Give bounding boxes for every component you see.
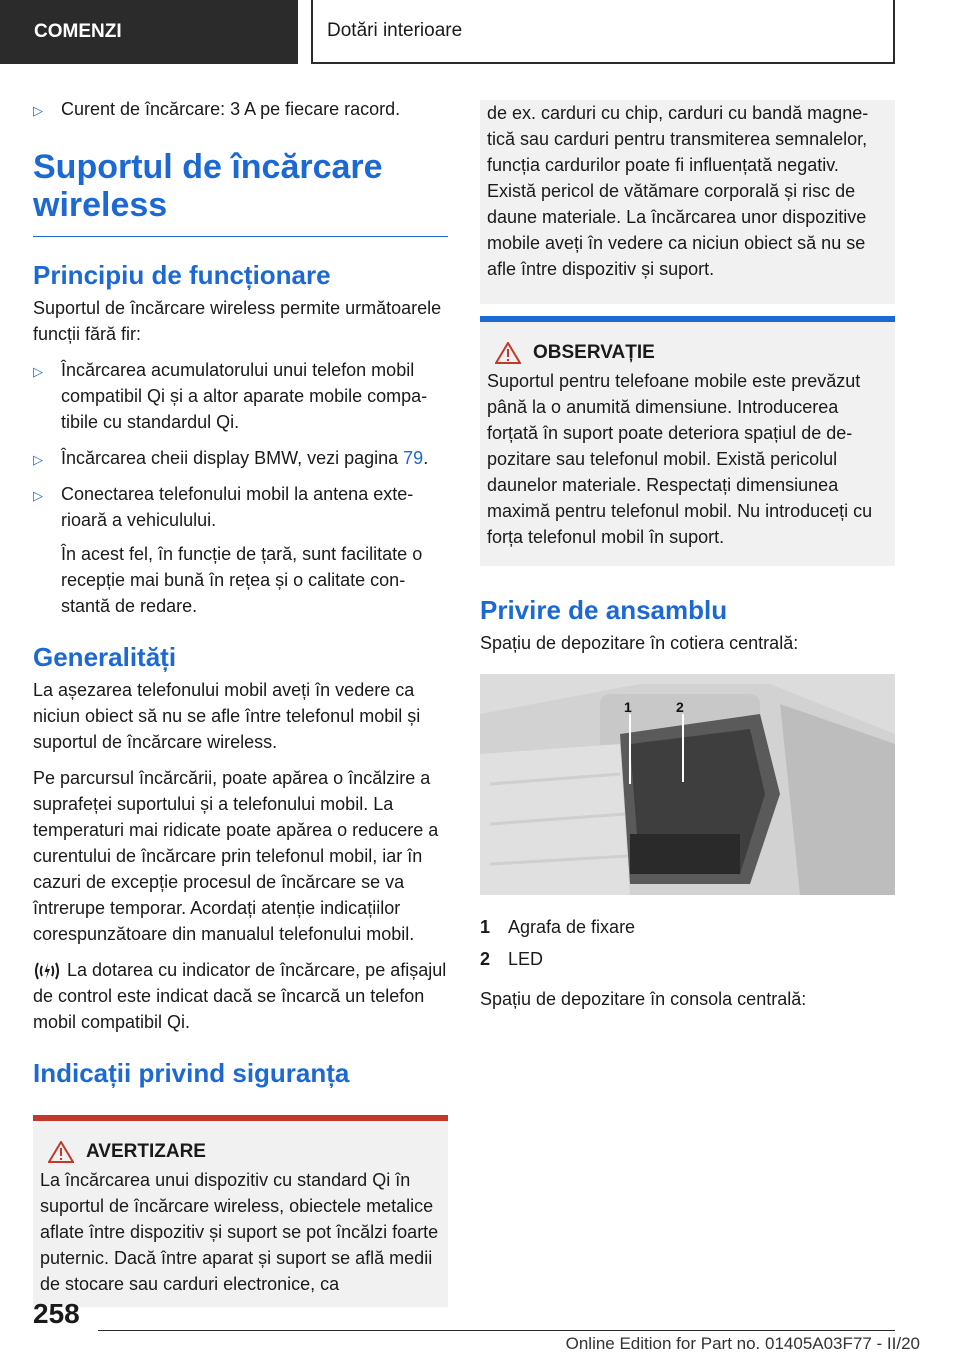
section-heading-general: Generalități: [33, 642, 177, 672]
section-tab: [0, 0, 298, 64]
legend-number: 2: [480, 949, 491, 969]
triangle-bullet-icon: ▷: [33, 103, 43, 118]
general-p1: La așezarea telefonului mobil aveți în vedere ca niciun obiect să nu se afle între telefonul mobil și suportul de încărcare wireless.: [33, 680, 421, 752]
general-p3: [33, 957, 448, 1035]
general-p3-text: La dotarea cu indicator de încărcare, pe afișajul de control este indicat dacă se încarcă un telefon mobil compatibil Qi.: [33, 960, 447, 1032]
note-text: Suportul pentru telefoane mobile este prevăzut până la o anumită dimensiune. Introducerea forțată în suport poate deteriora spațiul de depozitare sau telefonul mobil. Există pericolul daunelor materiale. Respectați dimensiunea maximă pentru telefonul mobil. Nu introduceți cu forța telefonul mobil în suport.: [487, 371, 873, 547]
image-label-2: 2: [676, 699, 684, 715]
warning-box: [33, 1115, 448, 1307]
chapter-label: Dotări interioare: [327, 20, 463, 41]
note-box: [480, 316, 895, 566]
list-item: [33, 481, 448, 619]
bullet-text: Curent de încărcare: 3 A pe fiecare racord.: [61, 99, 401, 119]
wireless-charging-icon: [33, 960, 61, 982]
warning-title: AVERTIZARE: [86, 1141, 206, 1162]
page-number: 258: [33, 1298, 80, 1329]
overview-caption-2: Spațiu de depozitare în consola centrală:: [480, 989, 807, 1009]
section-heading-overview: Privire de ansamblu: [480, 595, 728, 625]
legend-item: [480, 946, 895, 972]
triangle-bullet-icon: ▷: [33, 452, 43, 467]
bullet-text: Conectarea telefonului mobil la antena exterioară a vehiculului.: [61, 484, 414, 530]
armrest-storage-image: [480, 674, 895, 895]
legend-item: [480, 914, 895, 940]
bullet-end: .: [423, 448, 429, 468]
legend-label: LED: [508, 949, 544, 969]
triangle-bullet-icon: ▷: [33, 364, 43, 379]
section-heading-safety: Indicații privind siguranța: [33, 1058, 350, 1088]
bullet-text: Încărcarea acumulatorului unui telefon mobil compatibil Qi și a altor aparate mobile compatibile cu standardul Qi.: [61, 360, 428, 432]
section-heading-principle: Principiu de funcționare: [33, 260, 331, 290]
bullet-text: Încărcarea cheii display BMW, vezi pagina: [61, 448, 404, 468]
image-label-1: 1: [624, 699, 632, 715]
edition-note: Online Edition for Part no. 01405A03F77 - II/20: [565, 1334, 920, 1353]
overview-caption: Spațiu de depozitare în cotiera centrală:: [480, 633, 799, 653]
note-title: OBSERVAȚIE: [533, 342, 655, 363]
general-p2: Pe parcursul încărcării, poate apărea o încălzire a suprafeței suportului și a telefonului mobil. La temperaturi mai ridicate poate apărea o reducere a curentului de încărcare prin telefonul mobil, iar în cazuri de excepție procesul de încărcare se va întrerupe temporar. Acordați atenție indicațiilor corespunzătoare din manualul telefonului mobil.: [33, 768, 439, 944]
page-link-79[interactable]: 79: [403, 448, 424, 468]
list-item: [33, 357, 448, 435]
bullet-subtext: În acest fel, în funcție de țară, sunt facilitate o recepție mai bună în rețea și o calitate constantă de redare.: [61, 544, 423, 616]
warning-text-continued: de ex. carduri cu chip, carduri cu bandă magnetică sau carduri pentru transmiterea semnalelor, funcția cardurilor poate fi influențată negativ. Există pericol de vătămare corporală și risc de daune materiale. La încărcarea unor dispozitive mobile aveți în vedere ca niciun obiect să nu se afle între dispozitiv și suport.: [487, 103, 869, 279]
left-column: [33, 96, 448, 1307]
warning-triangle-icon: [495, 342, 521, 364]
principle-intro: Suportul de încărcare wireless permite următoarele funcții fără fir:: [33, 298, 442, 344]
list-item: [33, 96, 448, 122]
right-column: [480, 100, 895, 1022]
section-label: COMENZI: [34, 21, 122, 42]
warning-triangle-icon: [48, 1141, 74, 1163]
legend-number: 1: [480, 917, 491, 937]
footer-divider: [98, 1330, 895, 1331]
list-item: [33, 445, 448, 471]
chapter-tab: [311, 0, 895, 64]
legend-label: Agrafa de fixare: [508, 917, 636, 937]
warning-box-continued: [480, 100, 895, 304]
triangle-bullet-icon: ▷: [33, 488, 43, 503]
page-title: Suportul de încărcare wireless: [33, 148, 448, 237]
warning-text: La încărcarea unui dispozitiv cu standard Qi în suportul de încărcare wireless, obiectele metalice aflate între dispozitiv și suport se pot încălzi foarte puternic. Dacă între aparat și suport se află medii de stocare sau carduri electronice, ca: [40, 1170, 439, 1294]
